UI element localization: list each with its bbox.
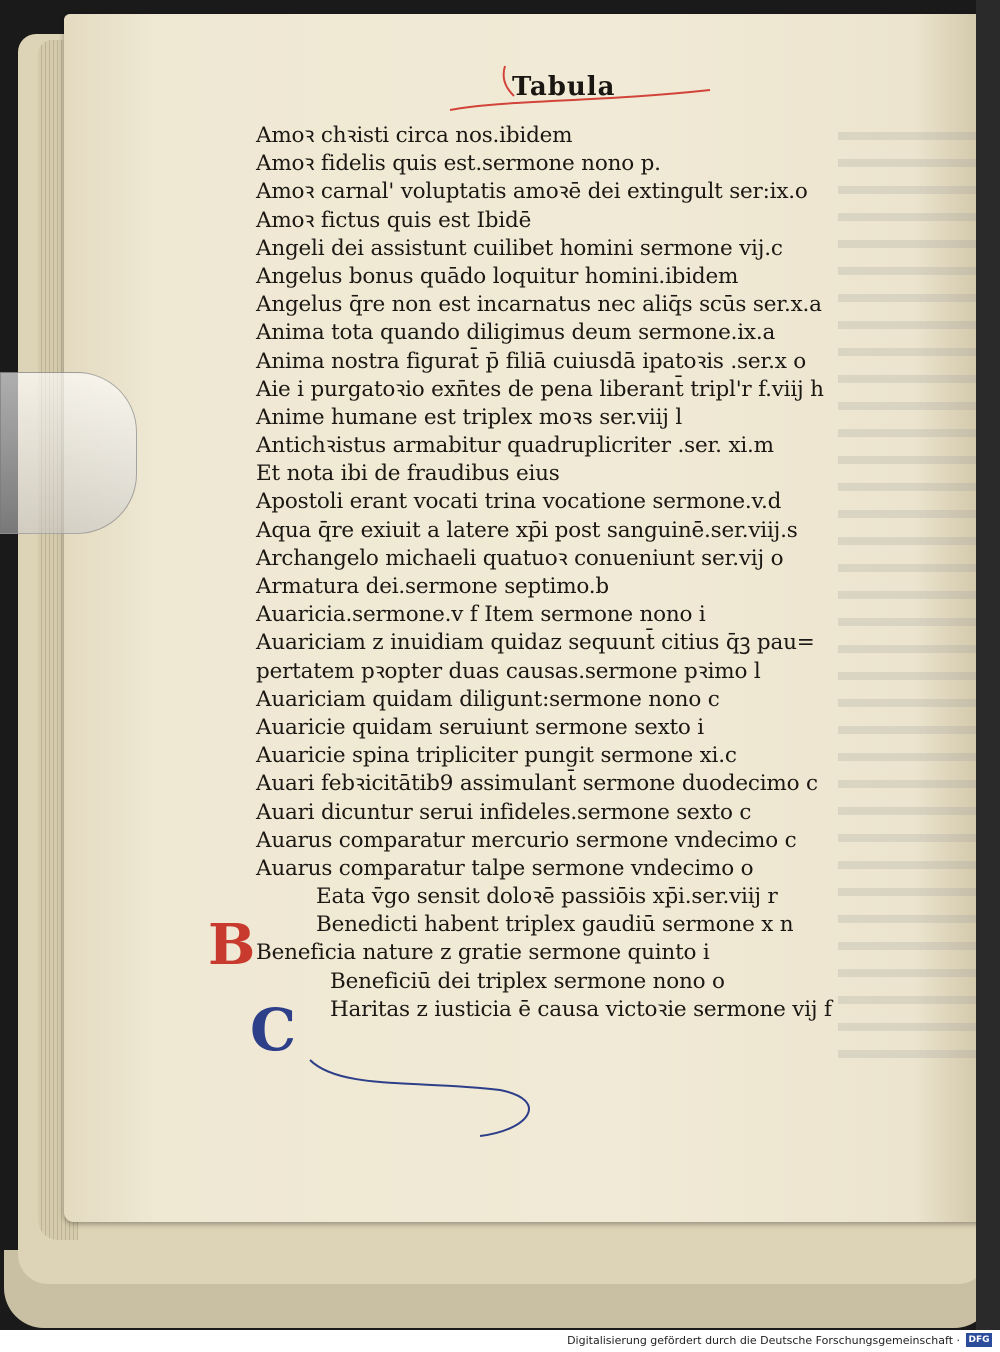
funding-credit: Digitalisierung gefördert durch die Deutsche Forschungsgemeinschaft · bbox=[567, 1334, 960, 1347]
entry-line: Beneficiū dei triplex sermone nono o bbox=[330, 968, 725, 994]
index-entries bbox=[256, 122, 896, 1024]
entry-line: Angelus bonus quādo loquitur homini.ibidem bbox=[256, 263, 739, 289]
entry-line: Angelus q̄re non est incarnatus nec aliq̄s scūs ser.x.a bbox=[256, 292, 822, 318]
entry-line: Auariciam quidam diligunt:sermone nono c bbox=[256, 686, 720, 712]
entry-line: Apostoli erant vocati trina vocatione sermone.v.d bbox=[256, 489, 782, 515]
entry-line: Amoꝛ fictus quis est Ibidē bbox=[256, 207, 532, 233]
gutter bbox=[976, 0, 1000, 1330]
entry-line: Et nota ibi de fraudibus eius bbox=[256, 461, 560, 487]
dfg-logo-icon: DFG bbox=[966, 1333, 992, 1347]
entry-line: Amoꝛ fidelis quis est.sermone nono p. bbox=[256, 151, 661, 177]
blue-initial-c: C bbox=[250, 996, 297, 1064]
entry-line: Auari dicuntur serui infideles.sermone sexto c bbox=[256, 799, 752, 825]
entry-line: Angeli dei assistunt cuilibet homini sermone vij.c bbox=[256, 235, 783, 261]
entry-line: Aqua q̄re exiuit a latere xp̄i post sanguinē.ser.viij.s bbox=[256, 517, 798, 543]
entry-line: Haritas z iusticia ē causa victoꝛie sermone vij f bbox=[330, 996, 832, 1022]
footer-bar bbox=[0, 1330, 1000, 1352]
entry-line: Auari febꝛicitātib9 assimulant̄ sermone duodecimo c bbox=[256, 771, 818, 797]
running-header: Tabula bbox=[512, 72, 616, 102]
red-initial-b: B bbox=[208, 912, 256, 978]
entry-line: Benedicti habent triplex gaudiū sermone x n bbox=[316, 912, 794, 938]
entry-line: Armatura dei.sermone septimo.b bbox=[256, 574, 609, 599]
entry-line: Auaricie spina tripliciter pungit sermone xi.c bbox=[256, 743, 737, 769]
entry-line: Amoꝛ carnal' voluptatis amoꝛē dei extingult ser:ix.o bbox=[256, 179, 808, 205]
entry-line: Anima nostra figurat̄ p̄ filiā cuiusdā ipatoꝛis .ser.x o bbox=[256, 348, 807, 374]
entry-line: Auarus comparatur talpe sermone vndecimo o bbox=[256, 855, 754, 881]
blue-flourish bbox=[300, 1050, 550, 1140]
entry-line: Beneficia nature z gratie sermone quinto i bbox=[256, 940, 710, 966]
entry-line: Auariciam z inuidiam quidaz sequunt̄ citius q̄ꝫ pau= bbox=[256, 630, 815, 656]
entry-line: Antichꝛistus armabitur quadruplicriter .ser. xi.m bbox=[256, 433, 774, 459]
entry-line: Auaricia.sermone.v f Item sermone nono i bbox=[256, 602, 706, 628]
entry-line: Eata v̄go sensit doloꝛē passiōis xp̄i.ser.viij r bbox=[316, 884, 778, 910]
entry-line: Amoꝛ chꝛisti circa nos.ibidem bbox=[256, 123, 573, 148]
entry-line: Auarus comparatur mercurio sermone vndecimo c bbox=[256, 827, 797, 853]
entry-line: Archangelo michaeli quatuoꝛ conueniunt ser.vij o bbox=[256, 545, 784, 571]
entry-line: Auaricie quidam seruiunt sermone sexto i bbox=[256, 714, 704, 740]
entry-line: pertatem pꝛopter duas causas.sermone pꝛimo l bbox=[256, 658, 761, 684]
entry-line: Anime humane est triplex moꝛs ser.viij l bbox=[256, 404, 683, 430]
entry-line: Aie i purgatoꝛio exn̄tes de pena liberant̄ tripl'r f.viij h bbox=[256, 376, 824, 402]
bookmark-strip bbox=[0, 372, 137, 534]
entry-line: Anima tota quando diligimus deum sermone.ix.a bbox=[256, 320, 776, 346]
